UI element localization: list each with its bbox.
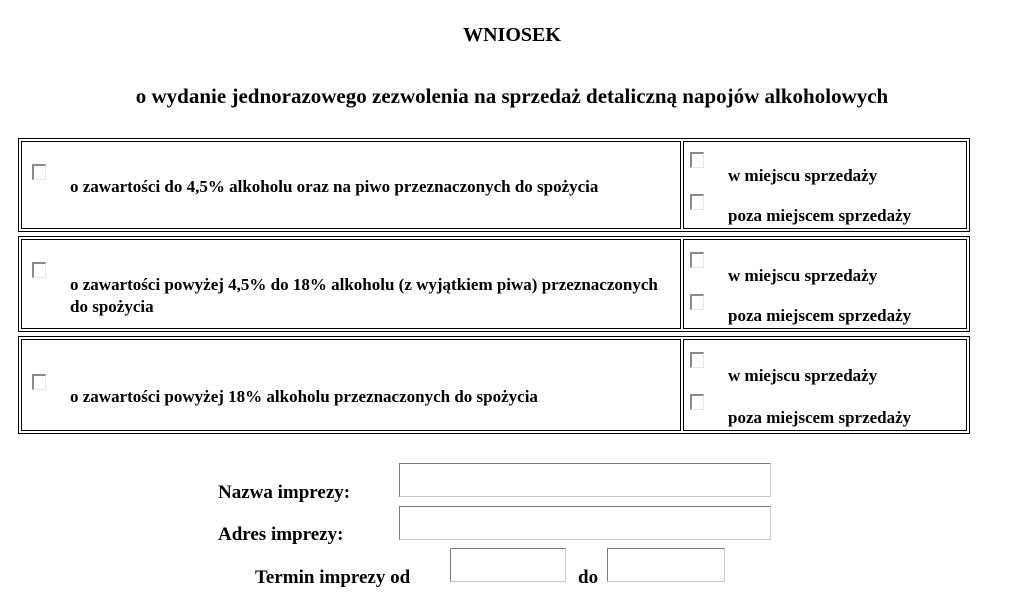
event-date-to-input[interactable] xyxy=(607,548,725,582)
event-date-from-label: Termin imprezy od xyxy=(255,567,411,588)
option-1-on-premises-checkbox[interactable] xyxy=(690,152,704,168)
option-1-off-premises-label: poza miejscem sprzedaży xyxy=(728,206,912,225)
option-2-on-premises-checkbox[interactable] xyxy=(690,252,704,268)
option-2-off-premises-checkbox[interactable] xyxy=(690,294,704,310)
option-2-description-cell xyxy=(21,239,681,329)
option-3-on-premises-label: w miejscu sprzedaży xyxy=(728,366,878,385)
option-3-off-premises-checkbox[interactable] xyxy=(690,394,704,410)
event-date-from-input[interactable] xyxy=(450,548,566,582)
option-3-place-cell xyxy=(683,339,967,431)
event-date-to-label: do xyxy=(578,567,599,588)
option-3-on-premises-checkbox[interactable] xyxy=(690,352,704,368)
event-name-input[interactable] xyxy=(399,463,771,497)
option-row-2 xyxy=(18,236,970,332)
option-2-on-premises-label: w miejscu sprzedaży xyxy=(728,266,878,285)
option-2-checkbox[interactable] xyxy=(32,262,46,278)
option-3-description-cell xyxy=(21,339,681,431)
option-3-description: o zawartości powyżej 18% alkoholu przeznaczonych do spożycia xyxy=(70,387,538,406)
option-2-place-cell xyxy=(683,239,967,329)
option-1-on-premises-label: w miejscu sprzedaży xyxy=(728,166,878,185)
option-1-off-premises-checkbox[interactable] xyxy=(690,194,704,210)
option-3-checkbox[interactable] xyxy=(32,374,46,390)
event-name-label: Nazwa imprezy: xyxy=(218,482,351,503)
option-1-description: o zawartości do 4,5% alkoholu oraz na piwo przeznaczonych do spożycia xyxy=(70,177,599,196)
option-2-description: o zawartości powyżej 4,5% do 18% alkoholu (z wyjątkiem piwa) przeznaczonych do spożycia xyxy=(70,275,658,316)
page-subtitle: o wydanie jednorazowego zezwolenia na sprzedaż detaliczną napojów alkoholowych xyxy=(135,84,889,108)
option-row-3 xyxy=(18,336,970,434)
event-address-label: Adres imprezy: xyxy=(218,524,344,545)
page-title: WNIOSEK xyxy=(463,24,561,46)
option-row-1 xyxy=(18,138,970,232)
option-1-place-cell xyxy=(683,141,967,229)
event-address-input[interactable] xyxy=(399,506,771,540)
option-2-off-premises-label: poza miejscem sprzedaży xyxy=(728,306,912,325)
option-3-off-premises-label: poza miejscem sprzedaży xyxy=(728,408,912,427)
option-1-checkbox[interactable] xyxy=(32,164,46,180)
option-1-description-cell xyxy=(21,141,681,229)
